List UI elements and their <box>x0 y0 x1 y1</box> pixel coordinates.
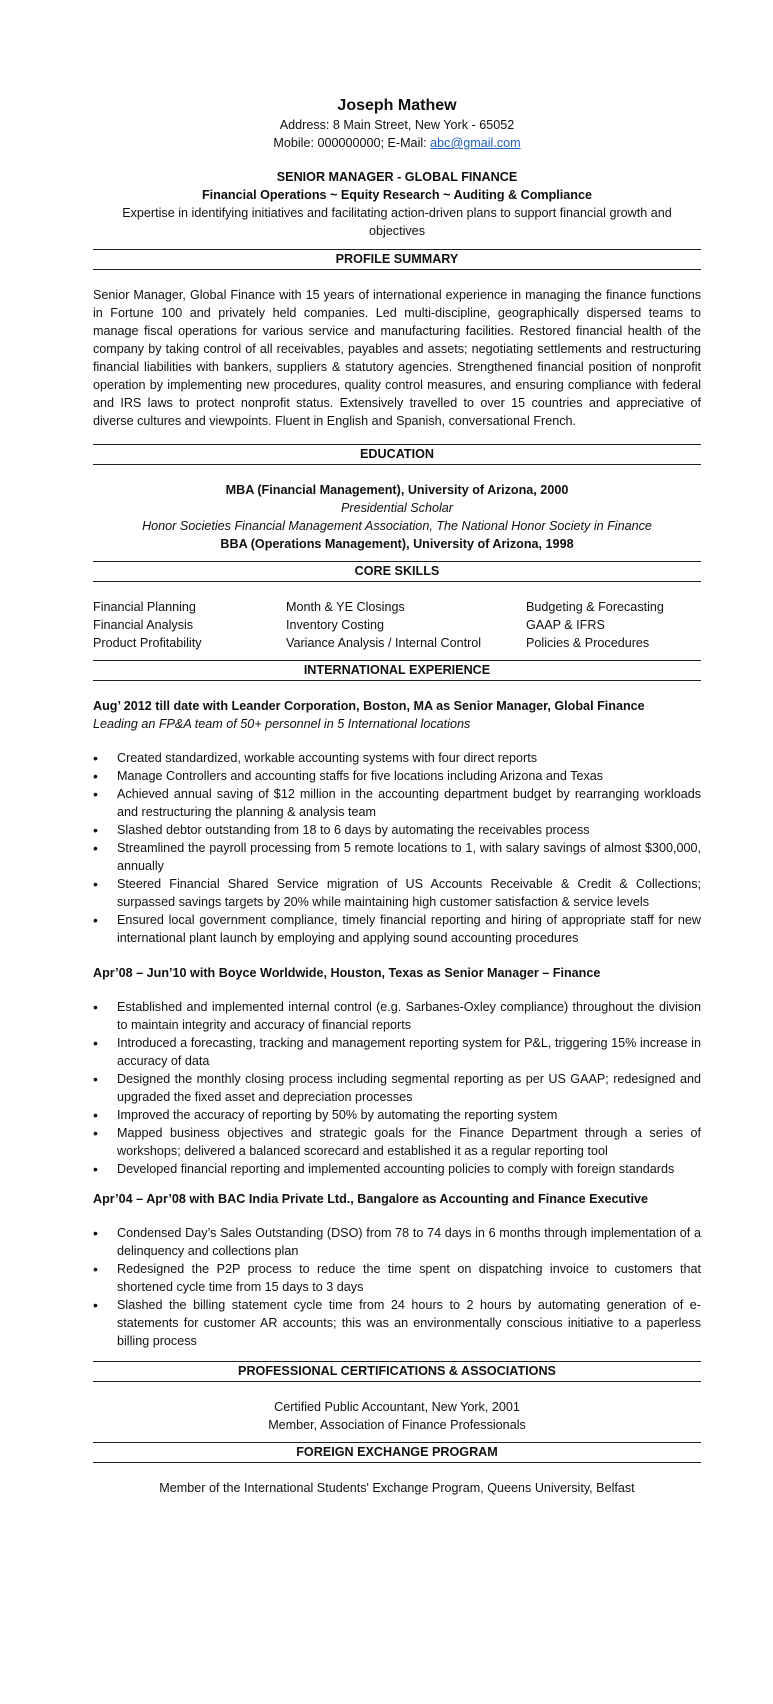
list-item: • Ensured local government compliance, timely financial reporting and hiring of appropriate staff for new international plant launch by employing and applying sound accounting procedures <box>117 911 701 947</box>
skills-grid <box>93 598 701 652</box>
list-item: • Manage Controllers and accounting staffs for five locations including Arizona and Texas <box>117 767 701 785</box>
degree-bba: BBA (Operations Management), University of Arizona, 1998 <box>220 537 574 551</box>
section-heading-exchange: FOREIGN EXCHANGE PROGRAM <box>93 1442 701 1463</box>
certification-item: Certified Public Accountant, New York, 2001 <box>274 1400 520 1414</box>
list-item: • Established and implemented internal control (e.g. Sarbanes-Oxley compliance) throughout the division to maintain integrity and accuracy of financial reports <box>117 998 701 1034</box>
skill-item: Variance Analysis / Internal Control <box>286 636 482 650</box>
job-bullets-leander <box>93 749 701 947</box>
job-subtitle: Leading an FP&A team of 50+ personnel in 5 International locations <box>93 717 471 731</box>
section-heading-education: EDUCATION <box>93 444 701 465</box>
skill-item: Policies & Procedures <box>526 636 650 650</box>
skill-item: Month & YE Closings <box>286 600 405 614</box>
list-item: • Condensed Day’s Sales Outstanding (DSO) from 78 to 74 days in 6 months through implementation of a delinquency and collections plan <box>117 1224 701 1260</box>
job-role-bac: Apr’04 – Apr’08 with BAC India Private Ltd., Bangalore as Accounting and Finance Executive <box>93 1192 648 1206</box>
skill-item: GAAP & IFRS <box>526 618 605 632</box>
certification-item: Member, Association of Finance Professionals <box>268 1418 526 1432</box>
address: Address: 8 Main Street, New York - 65052 <box>279 118 515 132</box>
job-bullets-boyce <box>93 998 701 1178</box>
list-item: • Slashed debtor outstanding from 18 to 6 days by automating the receivables process <box>117 821 701 839</box>
job-role-leander: Aug’ 2012 till date with Leander Corporation, Boston, MA as Senior Manager, Global Finance <box>93 699 645 713</box>
list-item: • Streamlined the payroll processing from 5 remote locations to 1, with salary savings of almost $300,000, annually <box>117 839 701 875</box>
list-item: • Mapped business objectives and strategic goals for the Finance Department through a series of workshops; delivered a balanced scorecard and established it as a regular reporting tool <box>117 1124 701 1160</box>
degree-mba: MBA (Financial Management), University of Arizona, 2000 <box>225 483 569 497</box>
skill-item: Financial Analysis <box>93 618 194 632</box>
list-item: • Designed the monthly closing process including segmental reporting as per US GAAP; redesigned and upgraded the fixed asset and depreciation processes <box>117 1070 701 1106</box>
section-heading-certifications: PROFESSIONAL CERTIFICATIONS & ASSOCIATIONS <box>93 1361 701 1382</box>
job-role-boyce: Apr’08 – Jun’10 with Boyce Worldwide, Houston, Texas as Senior Manager – Finance <box>93 966 601 980</box>
honor-societies: Honor Societies Financial Management Association, The National Honor Society in Finance <box>142 519 652 533</box>
job-bullets-bac <box>93 1224 701 1350</box>
list-item: • Redesigned the P2P process to reduce the time spent on dispatching invoice to customers that shortened cycle time from 15 days to 3 days <box>117 1260 701 1296</box>
list-item: • Achieved annual saving of $12 million in the accounting department budget by rearranging workloads and restructuring the planning & analysis team <box>117 785 701 821</box>
scholar-note: Presidential Scholar <box>340 501 453 515</box>
list-item: • Steered Financial Shared Service migration of US Accounts Receivable & Credit & Collections; surpassed savings targets by 20% while maintaining high customer satisfaction & service levels <box>117 875 701 911</box>
contact-prefix: Mobile: 000000000; E-Mail: <box>273 136 431 150</box>
email-link[interactable]: abc@gmail.com <box>430 136 521 150</box>
section-heading-profile: PROFILE SUMMARY <box>93 249 701 270</box>
candidate-name: Joseph Mathew <box>337 97 457 114</box>
profile-summary: Senior Manager, Global Finance with 15 years of international experience in managing the finance functions in Fortune 100 and privately held companies. Led multi-discipline, geographically dispersed teams to manage fiscal operations for various service and manufacturing facilities. Restored financial health of the company by taking control of all receivables, payables and assets; negotiating settlements and restructuring financial liabilities with bankers, suppliers & statutory agencies. Strengthened financial position of nonprofit operation by implementing new procedures, quality control measures, and ensuring compliance with federal and IRS laws to protect nonprofit status. Extensively travelled to over 15 countries and appreciative of diverse cultures and viewpoints. Fluent in English and Spanish, conversational French. <box>93 288 701 428</box>
skill-item: Inventory Costing <box>286 618 385 632</box>
contact-line <box>93 134 701 152</box>
tagline: Expertise in identifying initiatives and facilitating action-driven plans to support financial growth and objectives <box>122 206 672 238</box>
list-item: • Improved the accuracy of reporting by 50% by automating the reporting system <box>117 1106 701 1124</box>
list-item: • Created standardized, workable accounting systems with four direct reports <box>117 749 701 767</box>
skill-item: Budgeting & Forecasting <box>526 600 664 614</box>
exchange-program: Member of the International Students' Exchange Program, Queens University, Belfast <box>159 1481 635 1495</box>
specialties: Financial Operations ~ Equity Research ~ Auditing & Compliance <box>201 188 593 202</box>
list-item: • Introduced a forecasting, tracking and management reporting system for P&L, triggering 15% increase in accuracy of data <box>117 1034 701 1070</box>
section-heading-experience: INTERNATIONAL EXPERIENCE <box>93 660 701 681</box>
job-title: SENIOR MANAGER - GLOBAL FINANCE <box>276 170 518 184</box>
resume-page <box>93 96 701 1497</box>
list-item: • Slashed the billing statement cycle time from 24 hours to 2 hours by automating generation of e-statements for customer AR accounts; this was an environmentally conscious initiative to a paperless billing process <box>117 1296 701 1350</box>
section-heading-skills: CORE SKILLS <box>93 561 701 582</box>
list-item: • Developed financial reporting and implemented accounting policies to comply with foreign standards <box>117 1160 701 1178</box>
skill-item: Financial Planning <box>93 600 196 614</box>
skill-item: Product Profitability <box>93 636 202 650</box>
